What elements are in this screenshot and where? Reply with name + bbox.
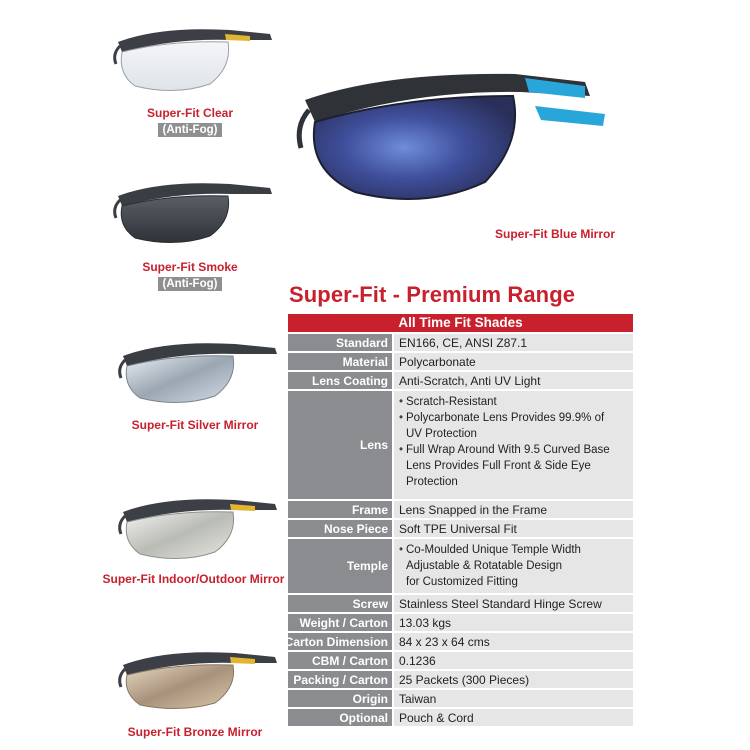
spec-value: Stainless Steel Standard Hinge Screw (394, 595, 633, 612)
anti-fog-badge: (Anti-Fog) (158, 123, 223, 137)
product-smoke (100, 168, 280, 292)
spec-label: Carton Dimension (288, 633, 392, 650)
spec-label: CBM / Carton (288, 652, 392, 669)
product-name: Super-Fit Clear (146, 106, 233, 120)
lens-line: Protection (406, 476, 458, 488)
spec-row-origin (288, 690, 633, 707)
temple-line: Adjustable & Rotatable Design (406, 560, 562, 572)
spec-row-packing (288, 671, 633, 688)
product-name: Super-Fit Smoke (142, 260, 238, 274)
spec-row-carton-dimension (284, 633, 633, 650)
lens-line: UV Protection (406, 428, 477, 440)
list-item (399, 442, 633, 458)
spec-label: Standard (288, 334, 392, 351)
spec-row-nose-piece (288, 520, 633, 537)
lens-line: Polycarbonate Lens Provides 99.9% of (406, 412, 605, 424)
spec-value: EN166, CE, ANSI Z87.1 (394, 334, 633, 351)
spec-value: Lens Snapped in the Frame (394, 501, 633, 518)
spec-row-lens-coating (288, 372, 633, 389)
smoke-glasses-image (100, 168, 280, 254)
temple-line: Co-Moulded Unique Temple Width (406, 544, 581, 556)
spec-value: Anti-Scratch, Anti UV Light (394, 372, 633, 389)
silver-mirror-glasses-image (105, 330, 285, 410)
product-name: Super-Fit Silver Mirror (131, 418, 259, 432)
spec-row-material (288, 353, 633, 370)
spec-row-temple (288, 539, 633, 593)
spec-row-weight (288, 614, 633, 631)
spec-label: Nose Piece (288, 520, 392, 537)
spec-label: Lens (288, 391, 392, 499)
spec-value: Soft TPE Universal Fit (394, 520, 633, 537)
spec-value (394, 539, 633, 593)
spec-row-optional (288, 709, 633, 726)
spec-value: 0.1236 (394, 652, 633, 669)
spec-value: 25 Packets (300 Pieces) (394, 671, 633, 688)
spec-label: Screw (288, 595, 392, 612)
spec-row-lens (288, 391, 633, 499)
spec-label: Packing / Carton (288, 671, 392, 688)
bullet-icon: • (399, 544, 404, 556)
spec-value: 13.03 kgs (394, 614, 633, 631)
spec-row-cbm (288, 652, 633, 669)
blue-mirror-glasses-image (285, 52, 615, 217)
spec-row-standard (288, 334, 633, 351)
temple-line: for Customized Fitting (406, 576, 518, 588)
bullet-icon: • (399, 444, 404, 456)
range-title: Super-Fit - Premium Range (289, 282, 576, 307)
lens-line: Lens Provides Full Front & Side Eye (406, 460, 591, 472)
spec-value: 84 x 23 x 64 cms (394, 633, 633, 650)
spec-value (394, 391, 633, 499)
product-indoor-outdoor-mirror (100, 488, 290, 586)
spec-value: Pouch & Cord (394, 709, 633, 726)
clear-glasses-image (100, 12, 280, 102)
spec-label: Frame (288, 501, 392, 518)
product-blue-mirror (285, 52, 615, 241)
product-silver-mirror (100, 330, 290, 432)
product-name: Super-Fit Indoor/Outdoor Mirror (102, 572, 285, 586)
spec-label: Lens Coating (288, 372, 392, 389)
spec-value: Polycarbonate (394, 353, 633, 370)
list-item (399, 542, 633, 558)
spec-label: Material (288, 353, 392, 370)
product-name: Super-Fit Bronze Mirror (127, 725, 263, 739)
spec-label: Temple (288, 539, 392, 593)
spec-label: Optional (288, 709, 392, 726)
bronze-mirror-glasses-image (105, 643, 285, 715)
spec-row-screw (288, 595, 633, 612)
indoor-outdoor-glasses-image (105, 488, 285, 566)
list-item (399, 410, 633, 426)
list-item (399, 558, 633, 574)
product-clear (100, 12, 280, 138)
list-item (399, 426, 633, 442)
spec-label: Weight / Carton (288, 614, 392, 631)
lens-line: Scratch-Resistant (406, 396, 497, 408)
list-item (399, 574, 633, 590)
anti-fog-badge: (Anti-Fog) (158, 277, 223, 291)
spec-table-header: All Time Fit Shades (288, 314, 633, 332)
list-item (399, 474, 633, 490)
list-item (399, 394, 633, 410)
lens-line: Full Wrap Around With 9.5 Curved Base (406, 444, 610, 456)
bullet-icon: • (399, 396, 404, 408)
spec-table (284, 314, 633, 728)
product-bronze-mirror (100, 643, 290, 739)
list-item (399, 458, 633, 474)
bullet-icon: • (399, 412, 404, 424)
product-name: Super-Fit Blue Mirror (495, 227, 616, 241)
spec-label: Origin (288, 690, 392, 707)
spec-row-frame (288, 501, 633, 518)
spec-value: Taiwan (394, 690, 633, 707)
